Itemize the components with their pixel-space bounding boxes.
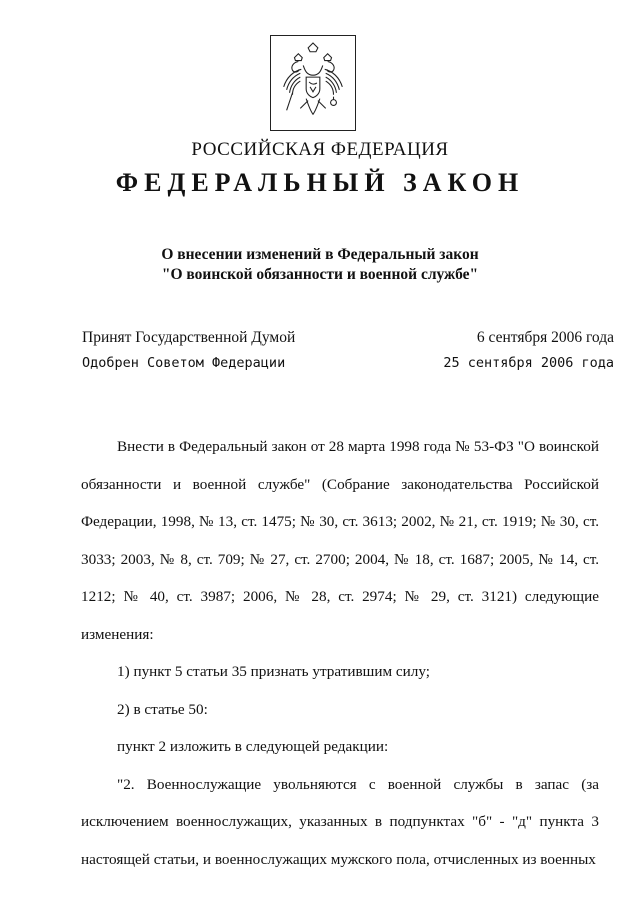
document-type: ФЕДЕРАЛЬНЫЙ ЗАКОН [115, 168, 525, 197]
council-approval-date: 25 сентября 2006 года [443, 355, 614, 371]
law-title-line-2: "О воинской обязанности и военной службе" [161, 266, 479, 283]
country-name: РОССИЙСКАЯ ФЕДЕРАЦИЯ [191, 139, 449, 160]
council-approval-label: Одобрен Советом Федерации [82, 355, 286, 371]
amendment-quote-paragraph: "2. Военнослужащие увольняются с военной службы в запас (за исключением военнослужащих, указанных в подпунктах "б" - "д" пункта 3 настоящей статьи, и военнослужащих мужского пола, отчисленных из военных [81, 775, 599, 868]
coat-of-arms-emblem [270, 35, 356, 131]
amendment-item-2: 2) в статье 50: [117, 700, 208, 718]
double-headed-eagle-icon [271, 36, 355, 130]
law-body [81, 428, 599, 878]
duma-adoption-label: Принят Государственной Думой [82, 329, 296, 346]
amendment-item-2-instruction: пункт 2 изложить в следующей редакции: [117, 738, 389, 755]
law-title-line-1: О внесении изменений в Федеральный закон [161, 246, 479, 263]
duma-adoption-date: 6 сентября 2006 года [476, 329, 614, 346]
amendment-item-1: 1) пункт 5 статьи 35 признать утратившим силу; [117, 663, 430, 680]
intro-paragraph: Внести в Федеральный закон от 28 марта 1998 года № 53-ФЗ "О воинской обязанности и военной службе" (Собрание законодательства Российской Федерации, 1998, № 13, ст. 1475; № 30, ст. 3613; 2002, № 21, ст. 1919; № 30, ст. 3033; 2003, № 8, ст. 709; № 27, ст. 2700; 2004, № 18, ст. 1687; 2005, № 14, ст. 1212; № 40, ст. 3987; 2006, № 28, ст. 2974; № 29, ст. 3121) следующие изменения: [81, 438, 599, 643]
